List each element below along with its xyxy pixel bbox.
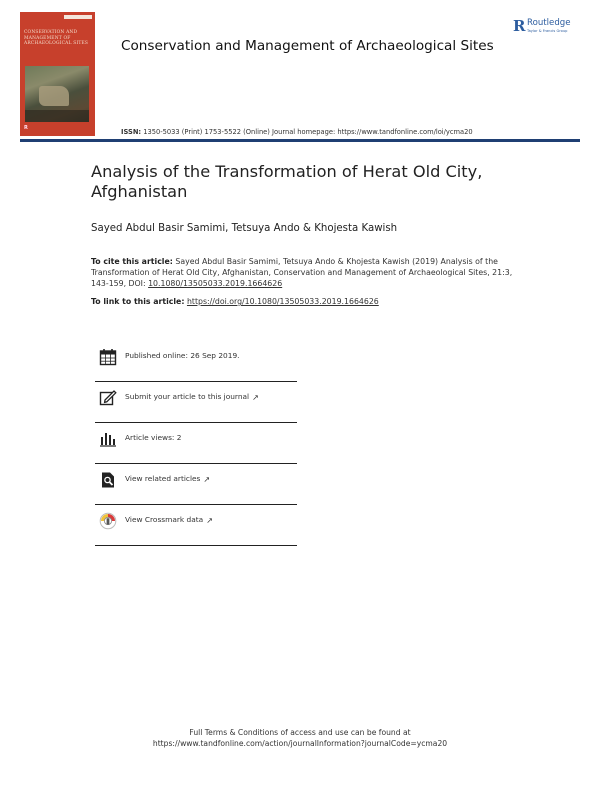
article-views-text: Article views: 2 xyxy=(125,433,182,442)
cover-title: CONSERVATION AND MANAGEMENT OF ARCHAEOLOGICAL SITES xyxy=(24,30,89,47)
article-link-line xyxy=(91,297,379,306)
related-articles-item[interactable] xyxy=(95,464,297,505)
issn-label: ISSN: xyxy=(121,128,142,136)
footer-terms-text: Full Terms & Conditions of access and use can be found at xyxy=(189,728,411,737)
crossmark-label xyxy=(125,515,213,525)
footer-terms-link[interactable]: https://www.tandfonline.com/action/journalInformation?journalCode=ycma20 xyxy=(152,739,448,748)
journal-title[interactable]: Conservation and Management of Archaeological Sites xyxy=(121,38,494,54)
submit-article-item[interactable] xyxy=(95,382,297,423)
issn-text: 1350-5033 (Print) 1753-5522 (Online) Journal homepage: xyxy=(143,128,336,136)
citation-block xyxy=(91,256,531,290)
cover-photo xyxy=(25,66,89,122)
article-authors: Sayed Abdul Basir Samimi, Tetsuya Ando & Khojesta Kawish xyxy=(91,223,398,234)
external-link-icon: ↗ xyxy=(206,516,213,525)
routledge-r-icon: R xyxy=(513,17,526,35)
magnifier-document-icon xyxy=(99,471,117,489)
cite-label: To cite this article: xyxy=(91,257,173,266)
cover-top-bar xyxy=(64,15,92,19)
cite-doi-link[interactable]: 10.1080/13505033.2019.1664626 xyxy=(148,279,283,289)
calendar-icon xyxy=(99,348,117,366)
article-doi-link[interactable]: https://doi.org/10.1080/13505033.2019.1664626 xyxy=(186,297,379,306)
journal-homepage-link[interactable]: https://www.tandfonline.com/loi/ycma20 xyxy=(337,128,473,136)
article-title: Analysis of the Transformation of Herat Old City, Afghanistan xyxy=(91,162,483,201)
header-divider xyxy=(20,139,580,142)
crossmark-item[interactable] xyxy=(95,505,297,546)
external-link-icon: ↗ xyxy=(203,475,211,484)
journal-cover xyxy=(20,12,95,136)
crossmark-icon xyxy=(99,512,117,530)
article-views-item xyxy=(95,423,297,464)
publisher-tagline: Taylor & Francis Group xyxy=(527,29,568,33)
submit-article-text: Submit your article to this journal xyxy=(125,392,250,401)
published-online-item xyxy=(95,341,297,382)
cover-publisher-logo: R xyxy=(24,125,28,131)
bar-chart-icon xyxy=(99,430,117,448)
article-info-list xyxy=(95,341,297,546)
published-online-text: Published online: 26 Sep 2019. xyxy=(125,351,240,360)
related-articles-text: View related articles xyxy=(125,474,201,483)
issn-line xyxy=(121,128,473,136)
related-articles-label xyxy=(125,474,210,484)
publisher-logo[interactable] xyxy=(513,16,595,38)
edit-icon xyxy=(99,389,117,407)
crossmark-text: View Crossmark data xyxy=(125,515,204,524)
submit-article-label xyxy=(125,392,259,402)
external-link-icon: ↗ xyxy=(252,393,259,402)
link-label: To link to this article: xyxy=(91,297,185,306)
publisher-name: Routledge xyxy=(527,18,571,28)
cite-text: Sayed Abdul Basir Samimi, Tetsuya Ando & Khojesta Kawish (2019) Analysis of the Transformation of Herat Old City, Afghanistan, Conservation and Management of Archaeological Sites, 21:3, 143-159, DOI: xyxy=(91,257,513,289)
footer xyxy=(0,727,600,749)
